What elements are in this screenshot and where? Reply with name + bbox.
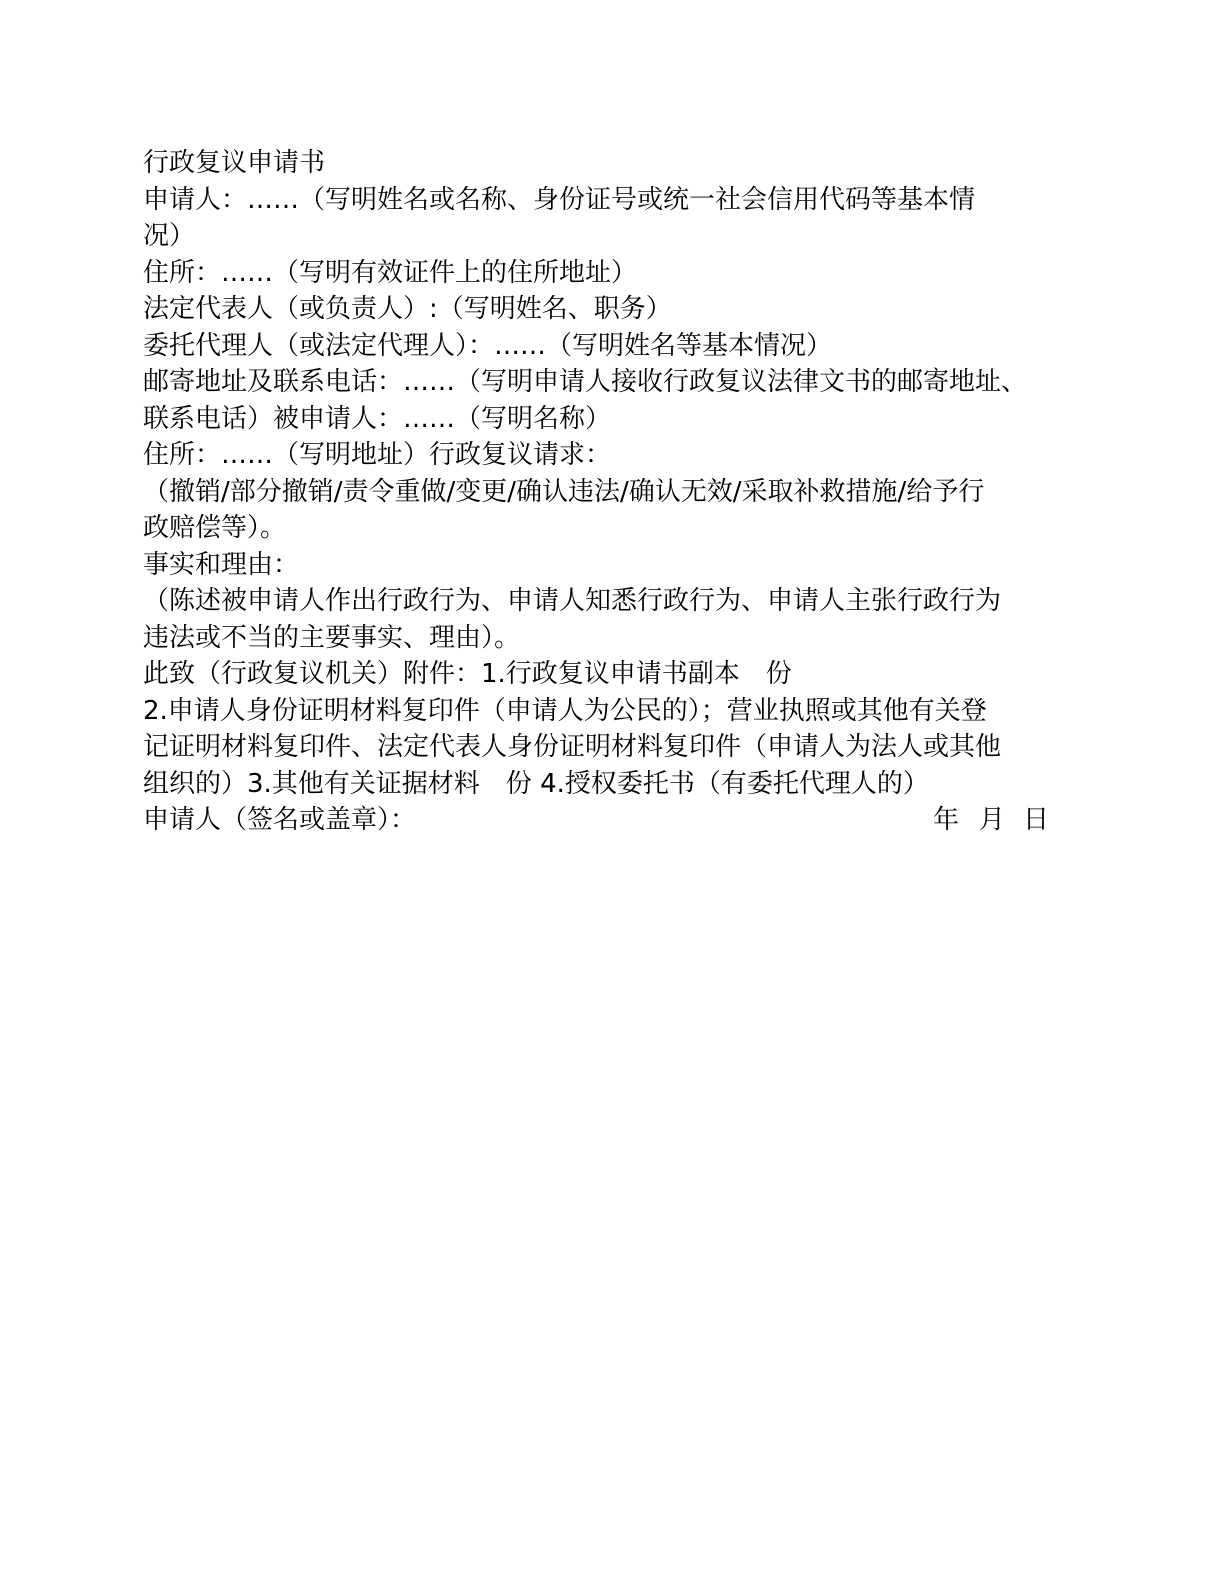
text-line: 违法或不当的主要事实、理由）。 xyxy=(143,622,521,653)
text-line: 况） xyxy=(143,221,196,251)
date-month: 月 xyxy=(979,805,1006,835)
text-line: （陈述被申请人作出行政行为、申请人知悉行政行为、申请人主张行政行为 xyxy=(143,586,1002,616)
text-line: 2.申请人身份证明材料复印件（申请人为公民的）；营业执照或其他有关登 xyxy=(143,695,987,726)
text-line: 委托代理人（或法定代理人）：……（写明姓名等基本情况） xyxy=(143,330,833,361)
text-line: 邮寄地址及联系电话：……（写明申请人接收行政复议法律文书的邮寄地址、 xyxy=(143,367,1028,397)
text-line: 事实和理由： xyxy=(143,549,300,580)
signature-row xyxy=(143,802,1083,839)
text-line: （撤销/部分撤销/责令重做/变更/确认违法/确认无效/采取补救措施/给予行 xyxy=(143,476,985,507)
text-line: 记证明材料复印件、法定代表人身份证明材料复印件（申请人为法人或其他 xyxy=(143,732,1002,762)
signature-label: 申请人（签名或盖章）： xyxy=(143,805,417,835)
text-line: 申请人：……（写明姓名或名称、身份证号或统一社会信用代码等基本情 xyxy=(143,184,976,215)
document-body xyxy=(143,145,1083,839)
text-line: 联系电话）被申请人：……（写明名称） xyxy=(143,403,612,434)
text-line: 政赔偿等）。 xyxy=(143,513,287,543)
text-line: 此致（行政复议机关）附件：1.行政复议申请书副本 份 xyxy=(143,659,792,689)
document-title: 行政复议申请书 xyxy=(143,148,326,178)
date-day: 日 xyxy=(1023,805,1050,835)
text-line: 住所：……（写明有效证件上的住所地址） xyxy=(143,257,638,288)
text-line: 住所：……（写明地址）行政复议请求： xyxy=(143,440,612,470)
date-year: 年 xyxy=(933,805,960,835)
text-line: 法定代表人（或负责人）:（写明姓名、职务） xyxy=(143,294,672,324)
text-line: 组织的）3.其他有关证据材料 份 4.授权委托书（有委托代理人的） xyxy=(143,768,929,799)
